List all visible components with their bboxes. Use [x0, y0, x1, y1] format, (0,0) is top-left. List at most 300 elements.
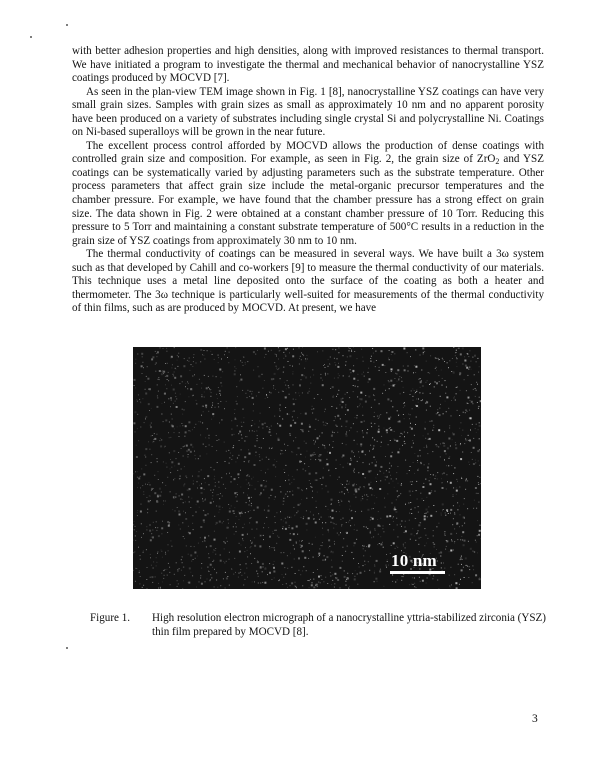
micrograph-grain: [306, 570, 307, 571]
micrograph-grain: [401, 485, 402, 486]
micrograph-grain: [285, 385, 286, 386]
micrograph-grain: [332, 447, 333, 448]
micrograph-grain: [310, 383, 311, 384]
micrograph-grain: [287, 380, 288, 381]
micrograph-grain: [375, 477, 376, 478]
micrograph-grain: [363, 372, 364, 373]
micrograph-grain: [323, 422, 324, 423]
micrograph-grain: [250, 391, 251, 392]
micrograph-grain: [475, 388, 476, 389]
micrograph-grain: [276, 356, 277, 357]
micrograph-grain: [403, 348, 405, 350]
micrograph-grain: [306, 498, 307, 499]
micrograph-grain: [308, 558, 309, 559]
micrograph-grain: [196, 403, 197, 404]
micrograph-grain: [179, 514, 181, 516]
micrograph-grain: [384, 365, 385, 366]
micrograph-grain: [310, 483, 311, 484]
micrograph-grain: [394, 384, 395, 385]
micrograph-grain: [347, 409, 349, 411]
micrograph-grain: [373, 362, 374, 363]
micrograph-grain: [397, 536, 398, 537]
micrograph-grain: [273, 388, 274, 389]
micrograph-grain: [254, 558, 255, 559]
micrograph-grain: [354, 542, 356, 544]
micrograph-grain: [161, 414, 162, 415]
micrograph-grain: [460, 514, 461, 515]
micrograph-grain: [250, 518, 251, 519]
micrograph-grain: [374, 395, 375, 396]
micrograph-grain: [164, 393, 166, 395]
micrograph-grain: [219, 506, 221, 508]
micrograph-grain: [347, 463, 348, 464]
micrograph-grain: [154, 475, 155, 476]
micrograph-grain: [168, 544, 169, 545]
micrograph-grain: [155, 527, 156, 528]
micrograph-grain: [449, 425, 450, 426]
micrograph-grain: [269, 427, 270, 428]
micrograph-grain: [283, 577, 284, 578]
micrograph-grain: [412, 481, 413, 482]
micrograph-grain: [460, 353, 462, 355]
micrograph-grain: [352, 370, 354, 372]
micrograph-grain: [410, 466, 411, 467]
micrograph-grain: [422, 486, 424, 488]
micrograph-grain: [137, 487, 138, 488]
micrograph-grain: [360, 392, 362, 394]
micrograph-grain: [206, 546, 207, 547]
micrograph-grain: [409, 520, 410, 521]
micrograph-grain: [363, 565, 364, 566]
micrograph-grain: [426, 497, 427, 498]
micrograph-grain: [358, 563, 359, 564]
micrograph-grain: [187, 381, 188, 382]
micrograph-grain: [148, 482, 149, 483]
micrograph-grain: [279, 580, 280, 581]
micrograph-grain: [203, 519, 205, 521]
micrograph-grain: [465, 365, 467, 367]
micrograph-grain: [385, 507, 386, 508]
micrograph-grain: [209, 445, 210, 446]
micrograph-grain: [258, 427, 259, 428]
micrograph-grain: [229, 585, 230, 586]
micrograph-grain: [314, 444, 315, 445]
micrograph-grain: [186, 545, 187, 546]
micrograph-grain: [262, 374, 263, 375]
micrograph-grain: [392, 360, 393, 361]
micrograph-grain: [228, 523, 229, 524]
micrograph-grain: [287, 348, 288, 349]
scan-speck: [66, 647, 68, 649]
micrograph-grain: [252, 430, 253, 431]
micrograph-grain: [273, 567, 275, 569]
micrograph-grain: [264, 582, 266, 584]
micrograph-grain: [338, 500, 339, 501]
micrograph-grain: [280, 405, 281, 406]
micrograph-grain: [390, 440, 391, 441]
micrograph-grain: [347, 578, 348, 579]
micrograph-grain: [211, 392, 212, 393]
micrograph-grain: [334, 583, 335, 584]
micrograph-grain: [295, 399, 296, 400]
micrograph-grain: [411, 513, 412, 514]
micrograph-grain: [234, 513, 235, 514]
micrograph-grain: [137, 477, 138, 478]
micrograph-grain: [212, 354, 213, 355]
micrograph-grain: [273, 533, 274, 534]
micrograph-grain: [265, 354, 266, 355]
micrograph-grain: [448, 367, 449, 368]
micrograph-grain: [201, 492, 203, 494]
micrograph-grain: [363, 437, 364, 438]
micrograph-grain: [349, 502, 350, 503]
micrograph-grain: [452, 541, 453, 542]
micrograph-grain: [303, 355, 304, 356]
micrograph-grain: [383, 586, 384, 587]
micrograph-grain: [238, 455, 239, 456]
micrograph-grain: [157, 495, 159, 497]
micrograph-grain: [455, 442, 456, 443]
micrograph-grain: [162, 482, 163, 483]
micrograph-grain: [234, 507, 235, 508]
micrograph-grain: [445, 393, 446, 394]
micrograph-grain: [220, 401, 221, 402]
micrograph-grain: [400, 524, 401, 525]
micrograph-grain: [378, 418, 379, 419]
micrograph-grain: [276, 433, 277, 434]
micrograph-grain: [157, 527, 158, 528]
micrograph-grain: [285, 348, 287, 350]
micrograph-grain: [178, 510, 180, 512]
micrograph-grain: [274, 373, 276, 375]
micrograph-grain: [362, 498, 363, 499]
micrograph-grain: [423, 351, 424, 352]
micrograph-grain: [223, 541, 224, 542]
micrograph-grain: [375, 366, 376, 367]
micrograph-grain: [281, 563, 283, 565]
micrograph-grain: [479, 465, 480, 466]
micrograph-grain: [184, 483, 185, 484]
micrograph-grain: [163, 421, 164, 422]
micrograph-grain: [424, 517, 425, 518]
micrograph-grain: [234, 373, 236, 375]
micrograph-grain: [204, 541, 205, 542]
micrograph-grain: [342, 443, 343, 444]
micrograph-grain: [297, 534, 298, 535]
micrograph-grain: [212, 376, 213, 377]
micrograph-grain: [325, 422, 326, 423]
micrograph-grain: [363, 526, 364, 527]
micrograph-grain: [292, 366, 293, 367]
micrograph-grain: [241, 545, 242, 546]
micrograph-grain: [262, 563, 264, 565]
micrograph-grain: [347, 356, 348, 357]
micrograph-grain: [188, 497, 189, 498]
micrograph-grain: [305, 457, 306, 458]
micrograph-grain: [446, 453, 447, 454]
micrograph-grain: [349, 463, 351, 465]
micrograph-grain: [310, 486, 311, 487]
micrograph-grain: [434, 544, 435, 545]
micrograph-grain: [422, 385, 424, 387]
micrograph-grain: [179, 383, 180, 384]
micrograph-grain: [210, 574, 211, 575]
micrograph-grain: [179, 478, 180, 479]
micrograph-grain: [236, 516, 237, 517]
micrograph-grain: [284, 382, 285, 383]
micrograph-grain: [346, 361, 347, 362]
micrograph-grain: [354, 469, 355, 470]
micrograph-grain: [395, 373, 396, 374]
micrograph-grain: [138, 394, 139, 395]
micrograph-grain: [167, 575, 168, 576]
micrograph-grain: [465, 557, 467, 559]
micrograph-grain: [432, 578, 433, 579]
micrograph-grain: [391, 478, 392, 479]
micrograph-grain: [471, 369, 472, 370]
micrograph-grain: [445, 380, 446, 381]
micrograph-grain: [307, 359, 308, 360]
micrograph-grain: [461, 564, 462, 565]
micrograph-grain: [475, 396, 476, 397]
micrograph-grain: [473, 447, 475, 449]
micrograph-grain: [342, 484, 343, 485]
micrograph-grain: [331, 406, 332, 407]
micrograph-grain: [401, 580, 402, 581]
micrograph-grain: [349, 520, 350, 521]
micrograph-grain: [231, 476, 232, 477]
micrograph-grain: [215, 554, 216, 555]
micrograph-grain: [422, 393, 423, 394]
micrograph-grain: [247, 436, 248, 437]
micrograph-grain: [389, 468, 390, 469]
micrograph-grain: [466, 565, 467, 566]
micrograph-grain: [335, 416, 336, 417]
micrograph-grain: [145, 381, 146, 382]
body-text: [72, 45, 544, 316]
micrograph-grain: [226, 538, 227, 539]
micrograph-grain: [239, 551, 241, 553]
micrograph-grain: [334, 544, 335, 545]
micrograph-grain: [195, 558, 196, 559]
micrograph-grain: [301, 461, 302, 462]
micrograph-grain: [275, 476, 276, 477]
micrograph-grain: [455, 400, 456, 401]
micrograph-grain: [343, 538, 344, 539]
micrograph-grain: [197, 556, 198, 557]
micrograph-grain: [244, 573, 245, 574]
micrograph-grain: [246, 563, 247, 564]
micrograph-grain: [349, 397, 350, 398]
micrograph-grain: [422, 347, 424, 349]
micrograph-grain: [465, 439, 467, 441]
micrograph-grain: [240, 487, 241, 488]
micrograph-grain: [313, 408, 314, 409]
micrograph-grain: [362, 374, 363, 375]
micrograph-grain: [447, 362, 448, 363]
micrograph-grain: [373, 353, 374, 354]
micrograph-grain: [478, 484, 479, 485]
micrograph-grain: [341, 525, 342, 526]
micrograph-grain: [161, 439, 162, 440]
micrograph-grain: [293, 545, 294, 546]
micrograph-grain: [291, 567, 292, 568]
micrograph-grain: [311, 409, 312, 410]
micrograph-grain: [234, 558, 235, 559]
micrograph-grain: [354, 351, 355, 352]
micrograph-grain: [144, 422, 145, 423]
micrograph-grain: [180, 375, 182, 377]
micrograph-grain: [244, 524, 245, 525]
micrograph-grain: [425, 428, 426, 429]
micrograph-grain: [420, 355, 421, 356]
micrograph-grain: [449, 456, 450, 457]
micrograph-grain: [257, 440, 258, 441]
micrograph-grain: [379, 417, 380, 418]
micrograph-grain: [352, 573, 353, 574]
micrograph-grain: [151, 533, 152, 534]
micrograph-grain: [445, 401, 446, 402]
micrograph-grain: [324, 411, 325, 412]
micrograph-grain: [393, 481, 394, 482]
micrograph-grain: [396, 472, 397, 473]
micrograph-grain: [191, 498, 192, 499]
micrograph-grain: [478, 482, 479, 483]
micrograph-grain: [309, 473, 311, 475]
micrograph-grain: [392, 503, 393, 504]
micrograph-grain: [353, 423, 354, 424]
micrograph-grain: [225, 543, 226, 544]
micrograph-grain: [338, 352, 339, 353]
micrograph-grain: [282, 574, 283, 575]
micrograph-grain: [157, 551, 158, 552]
micrograph-grain: [174, 347, 175, 348]
micrograph-grain: [279, 416, 280, 417]
micrograph-grain: [241, 575, 242, 576]
micrograph-grain: [338, 502, 339, 503]
micrograph-grain: [259, 545, 261, 547]
micrograph-grain: [454, 514, 455, 515]
micrograph-grain: [442, 510, 443, 511]
micrograph-grain: [265, 485, 267, 487]
micrograph-grain: [467, 508, 468, 509]
micrograph-grain: [202, 422, 203, 423]
micrograph-grain: [410, 502, 411, 503]
micrograph-grain: [296, 542, 297, 543]
micrograph-grain: [292, 491, 293, 492]
micrograph-grain: [183, 486, 184, 487]
micrograph-grain: [312, 582, 313, 583]
micrograph-grain: [203, 355, 204, 356]
micrograph-grain: [423, 435, 424, 436]
micrograph-grain: [329, 452, 331, 454]
micrograph-grain: [240, 564, 241, 565]
micrograph-grain: [136, 399, 137, 400]
micrograph-grain: [331, 552, 332, 553]
micrograph-grain: [319, 519, 320, 520]
micrograph-grain: [299, 461, 301, 463]
micrograph-grain: [335, 577, 336, 578]
micrograph-grain: [382, 542, 383, 543]
micrograph-grain: [250, 540, 251, 541]
micrograph-grain: [335, 417, 336, 418]
micrograph-grain: [140, 559, 141, 560]
micrograph-grain: [210, 389, 211, 390]
micrograph-grain: [410, 481, 411, 482]
micrograph-grain: [353, 347, 354, 348]
micrograph-grain: [264, 348, 266, 350]
micrograph-grain: [334, 541, 335, 542]
micrograph-grain: [214, 516, 215, 517]
micrograph-grain: [309, 587, 310, 588]
micrograph-grain: [354, 417, 355, 418]
micrograph-grain: [361, 446, 362, 447]
micrograph-grain: [301, 429, 303, 431]
micrograph-grain: [223, 561, 224, 562]
micrograph-grain: [248, 511, 249, 512]
micrograph-grain: [449, 551, 450, 552]
micrograph-grain: [234, 366, 235, 367]
micrograph-grain: [363, 361, 364, 362]
micrograph-grain: [210, 390, 211, 391]
micrograph-grain: [372, 489, 373, 490]
micrograph-grain: [426, 361, 427, 362]
micrograph-grain: [254, 446, 255, 447]
micrograph-grain: [299, 347, 300, 348]
micrograph-grain: [409, 584, 410, 585]
micrograph-grain: [418, 379, 419, 380]
micrograph-grain: [443, 445, 445, 447]
micrograph-grain: [364, 495, 365, 496]
micrograph-grain: [444, 568, 445, 569]
micrograph-grain: [207, 475, 209, 477]
micrograph-grain: [349, 481, 350, 482]
micrograph-grain: [292, 416, 293, 417]
micrograph-grain: [410, 427, 411, 428]
micrograph-grain: [185, 501, 186, 502]
micrograph-grain: [194, 451, 195, 452]
micrograph-grain: [340, 532, 341, 533]
micrograph-grain: [312, 544, 313, 545]
micrograph-grain: [251, 485, 252, 486]
micrograph-grain: [156, 363, 157, 364]
micrograph-grain: [337, 579, 339, 581]
micrograph-grain: [422, 580, 424, 582]
micrograph-grain: [193, 529, 194, 530]
micrograph-grain: [318, 513, 319, 514]
micrograph-grain: [262, 582, 263, 583]
micrograph-grain: [330, 576, 331, 577]
micrograph-grain: [160, 347, 161, 348]
figure-caption: [90, 612, 550, 639]
micrograph-grain: [432, 451, 433, 452]
micrograph-grain: [315, 480, 316, 481]
micrograph-grain: [141, 468, 142, 469]
micrograph-grain: [387, 561, 388, 562]
micrograph-grain: [160, 588, 161, 589]
micrograph-grain: [477, 402, 478, 403]
micrograph-grain: [316, 507, 317, 508]
micrograph-grain: [188, 421, 190, 423]
micrograph-grain: [438, 358, 439, 359]
micrograph-grain: [305, 470, 306, 471]
micrograph-grain: [261, 447, 262, 448]
micrograph-grain: [441, 515, 442, 516]
micrograph-grain: [454, 467, 455, 468]
micrograph-grain: [445, 549, 446, 550]
micrograph-grain: [456, 487, 457, 488]
micrograph-grain: [418, 468, 419, 469]
